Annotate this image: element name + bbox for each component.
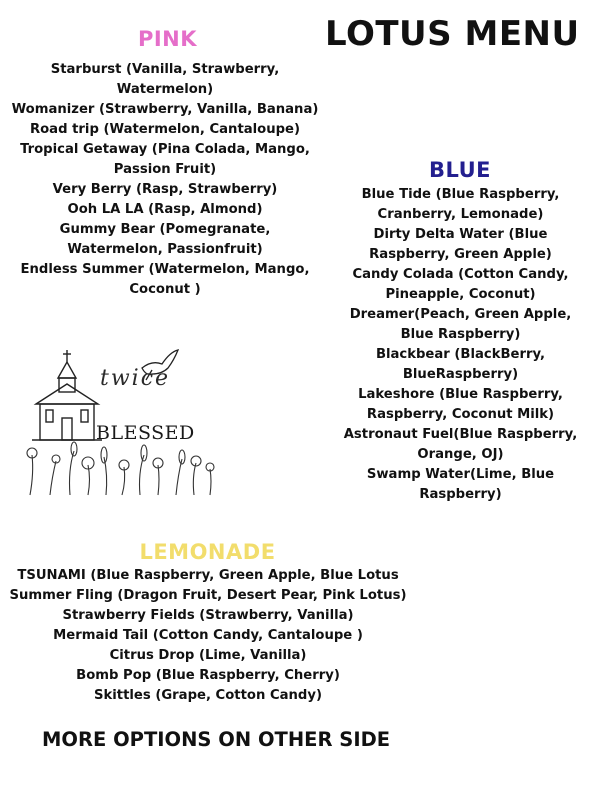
list-item: Dirty Delta Water (Blue Raspberry, Green Apple) [369, 227, 552, 262]
list-item: Gummy Bear (Pomegranate, Watermelon, Passionfruit) [59, 222, 271, 257]
list-item: Summer Fling (Dragon Fruit, Desert Pear, Pink Lotus) [9, 588, 407, 603]
list-item: Womanizer (Strawberry, Vanilla, Banana) [11, 102, 319, 117]
list-item: Road trip (Watermelon, Cantaloupe) [29, 122, 301, 137]
church-icon [32, 350, 102, 440]
blue-section-heading: BLUE [428, 158, 492, 182]
menu-title: LOTUS MENU [325, 14, 580, 54]
list-item: Very Berry (Rasp, Strawberry) [52, 182, 278, 197]
logo-blessed-text: BLESSED [96, 422, 195, 444]
list-item: Mermaid Tail (Cotton Candy, Cantaloupe ) [53, 628, 363, 643]
list-item: Ooh LA LA (Rasp, Almond) [67, 202, 263, 217]
more-options-note: MORE OPTIONS ON OTHER SIDE [42, 728, 391, 751]
list-item: Skittles (Grape, Cotton Candy) [94, 688, 322, 703]
list-item: Swamp Water(Lime, Blue Raspberry) [366, 467, 555, 502]
lemonade-section-heading: LEMONADE [139, 540, 276, 564]
list-item: Bomb Pop (Blue Raspberry, Cherry) [76, 668, 340, 683]
pink-section-heading: PINK [137, 27, 198, 51]
wildflower-border-icon [27, 442, 214, 495]
list-item: Strawberry Fields (Strawberry, Vanilla) [62, 608, 354, 623]
list-item: Tropical Getaway (Pina Colada, Mango, Passion Fruit) [20, 142, 310, 177]
list-item: Dreamer(Peach, Green Apple, Blue Raspberry) [349, 307, 572, 342]
list-item: Astronaut Fuel(Blue Raspberry, Orange, OJ) [343, 427, 578, 462]
list-item: Candy Colada (Cotton Candy, Pineapple, Coconut) [352, 267, 569, 302]
list-item: Blackbear (BlackBerry, BlueRaspberry) [375, 347, 546, 382]
list-item: TSUNAMI (Blue Raspberry, Green Apple, Blue Lotus [17, 568, 399, 583]
logo-script-text: twice [100, 366, 171, 391]
list-item: Blue Tide (Blue Raspberry, Cranberry, Lemonade) [361, 187, 560, 222]
list-item: Citrus Drop (Lime, Vanilla) [109, 648, 307, 663]
pink-drink-list [10, 60, 320, 300]
lemonade-drink-list [8, 566, 408, 706]
list-item: Starburst (Vanilla, Strawberry, Watermelon) [50, 62, 280, 97]
list-item: Endless Summer (Watermelon, Mango, Coconut ) [20, 262, 310, 297]
twice-blessed-logo [22, 310, 217, 500]
list-item: Lakeshore (Blue Raspberry, Raspberry, Coconut Milk) [358, 387, 563, 422]
blue-drink-list [338, 185, 583, 505]
